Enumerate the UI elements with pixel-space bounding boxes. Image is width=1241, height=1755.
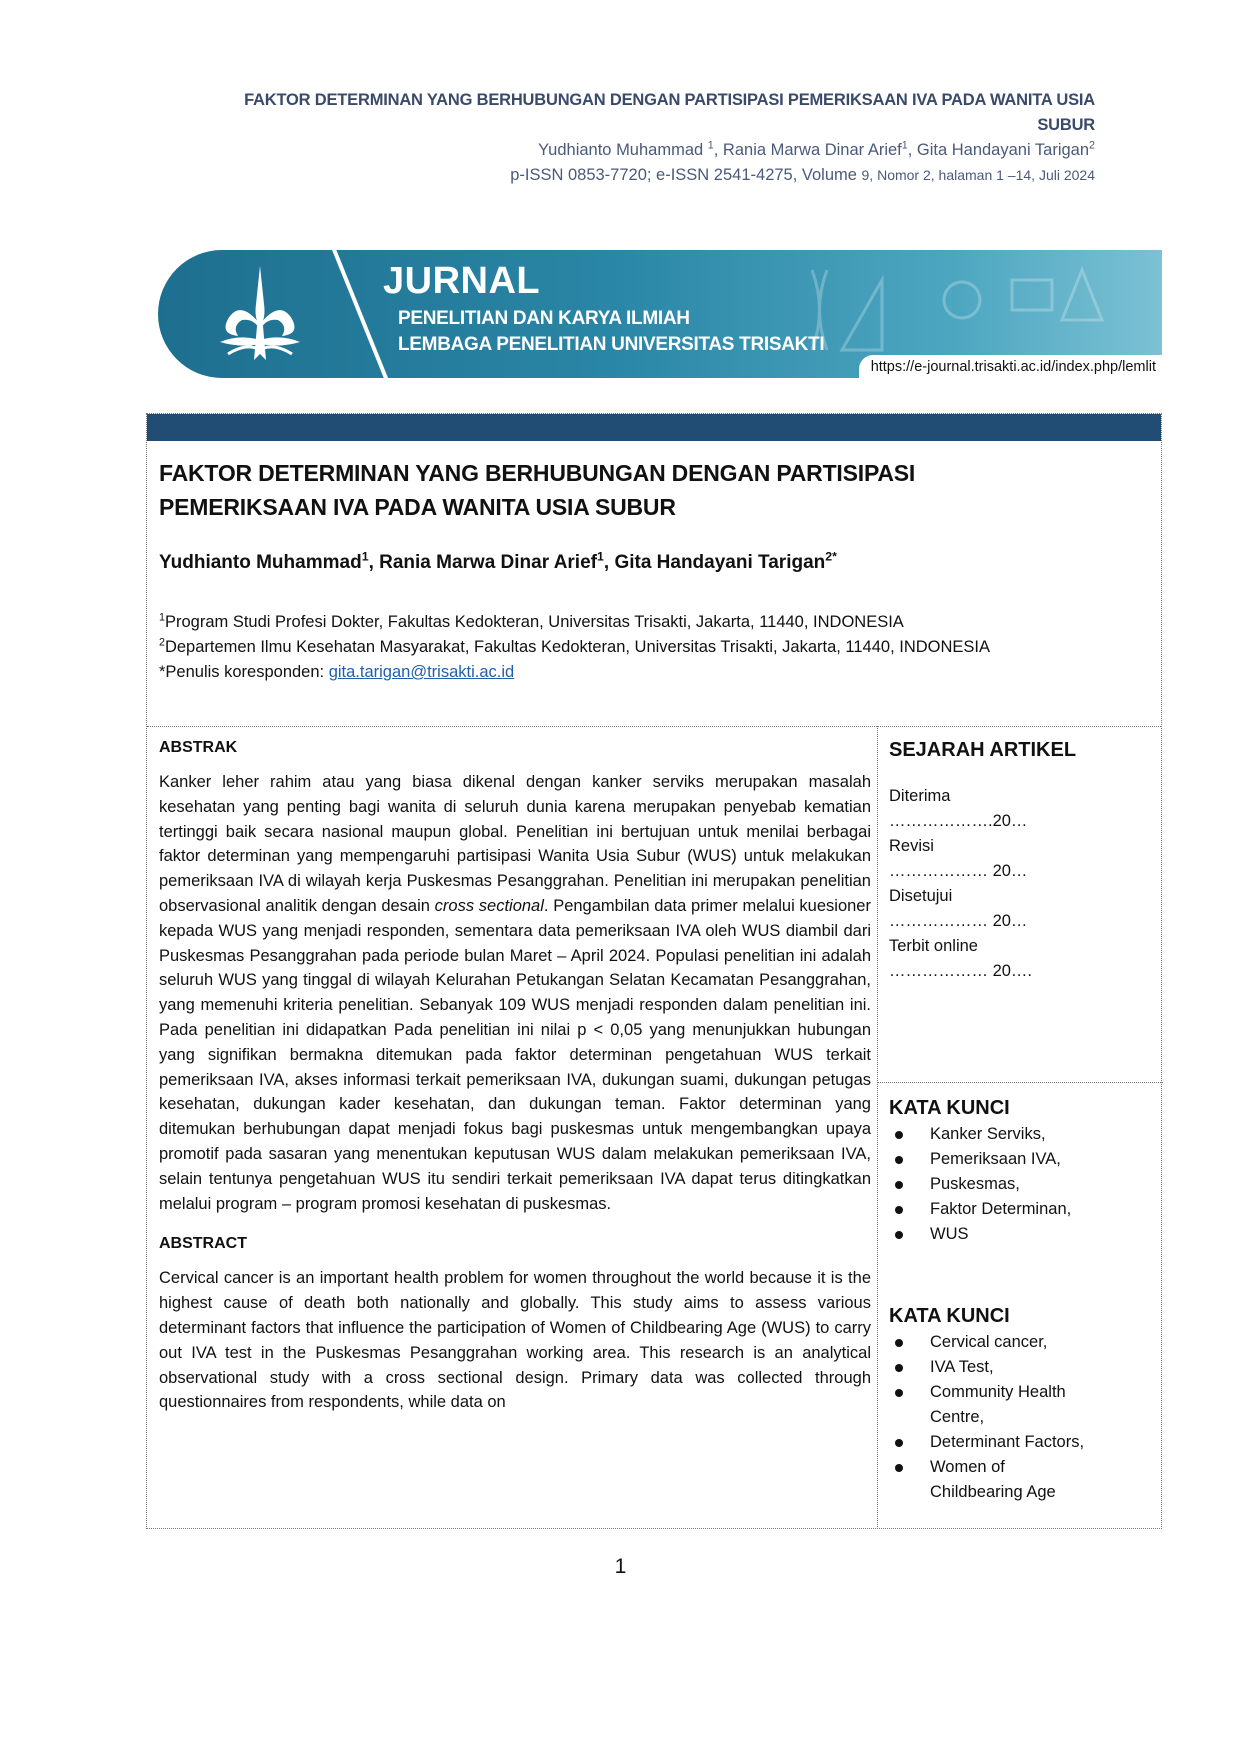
keyword-item (889, 1122, 1149, 1147)
author-name: Yudhianto Muhammad (159, 552, 362, 573)
abstrak-text (159, 770, 871, 1216)
rh-author: Gita Handayani Tarigan (916, 141, 1090, 159)
running-head-title-line1: FAKTOR DETERMINAN YANG BERHUBUNGAN DENGAN PARTISIPASI PEMERIKSAAN IVA PADA WANITA USIA (244, 91, 1095, 109)
keywords-en-heading: KATA KUNCI (889, 1305, 1010, 1327)
keyword-item (889, 1147, 1149, 1172)
keyword-item (889, 1197, 1149, 1222)
history-label-approved: Disetujui (889, 887, 953, 905)
keyword-text: Determinant Factors, (930, 1433, 1085, 1451)
keywords-id-heading: KATA KUNCI (889, 1097, 1010, 1119)
keywords-id (889, 1094, 1149, 1247)
abstrak-text-part1: Kanker leher rahim atau yang biasa dikenal dengan kanker serviks merupakan masalah kesehatan yang penting bagi wanita di seluruh dunia karena merupakan penyebab kematian tertinggi baik secara nasional maupun global. Penelitian ini bertujuan untuk menilai berbagai faktor determinan yang mempengaruhi partisipasi Wanita Usia Subur (WUS) untuk melakukan pemeriksaan IVA di wilayah kerja Puskesmas Pesanggrahan. Penelitian ini merupakan penelitian observasional analitik dengan desain (159, 773, 871, 915)
banner-subtitle-2: LEMBAGA PENELITIAN UNIVERSITAS TRISAKTI (398, 334, 825, 355)
keyword-text: Women of Childbearing Age (930, 1458, 1056, 1501)
keyword-text: IVA Test, (930, 1358, 994, 1376)
column-divider (877, 726, 878, 1529)
author-sup: 2* (825, 549, 837, 564)
rh-author-sup: 1 (707, 139, 714, 152)
spacer (159, 1216, 871, 1232)
corresponding-email-link[interactable]: gita.tarigan@trisakti.ac.id (328, 663, 515, 681)
affiliation-2 (159, 635, 990, 660)
bullet-icon (895, 1131, 903, 1139)
running-head-authors (135, 138, 1095, 163)
author-sep: , (603, 552, 615, 573)
history-label-received: Diterima (889, 787, 951, 805)
abstract-column (159, 736, 871, 1415)
article-frame (146, 413, 1162, 1529)
keyword-text: Faktor Determinan, (930, 1200, 1072, 1218)
article-history-heading: SEJARAH ARTIKEL (889, 739, 1077, 761)
abstrak-text-part2: . Pengambilan data primer melalui kuesioner kepada WUS yang menjadi responden, sementara data pemeriksaan IVA oleh WUS diambil dari Puskesmas Pesanggrahan pada periode bulan Maret – April 2024. Populasi penelitian ini adalah seluruh WUS yang tinggal di wilayah Kelurahan Petukangan Selatan Kecamatan Pesanggrahan, yang memenuhi kriteria penelitian. Sebanyak 109 WUS menjadi responden dalam penelitian ini. Pada penelitian ini didapatkan Pada penelitian ini nilai p < 0,05 yang menunjukkan hubungan yang signifikan bermakna ditemukan pada faktor determinan pengetahuan WUS terkait pemeriksaan IVA, akses informasi terkait pemeriksaan IVA, dukungan suami, dukungan petugas kesehatan, dukungan kader kesehatan, dan dukungan teman. Faktor determinan yang ditemukan berhubungan dapat menjadi fokus bagi puskesmas untuk mengembangkan upaya promotif pada sasaran yang menentukan keputusan WUS dalam melakukan pemeriksaan IVA, selain tentunya pengetahuan WUS itu sendiri terkait pemeriksaan IVA dapat terus ditingkatkan melalui program – program promosi kesehatan di puskesmas. (159, 896, 871, 1213)
affil-text: Program Studi Profesi Dokter, Fakultas Kedokteran, Universitas Trisakti, Jakarta, 11440, INDONESIA (164, 613, 904, 631)
history-value-online: ……………… 20…. (889, 962, 1033, 980)
author-sup: 1 (597, 549, 604, 564)
bullet-icon (895, 1339, 903, 1347)
history-value-approved: ……………… 20… (889, 912, 1028, 930)
keywords-id-list (889, 1122, 1149, 1247)
affil-text: Departemen Ilmu Kesehatan Masyarakat, Fakultas Kedokteran, Universitas Trisakti, Jakarta, 11440, INDONESIA (164, 638, 991, 656)
bullet-icon (895, 1464, 903, 1472)
rh-author: Yudhianto Muhammad (538, 141, 708, 159)
running-head-issn (135, 163, 1095, 188)
keyword-text: Kanker Serviks, (930, 1125, 1046, 1143)
history-label-revised: Revisi (889, 837, 934, 855)
corresponding-label: *Penulis koresponden: (159, 663, 329, 681)
bullet-icon (895, 1389, 903, 1397)
abstract-heading: ABSTRACT (159, 1235, 247, 1253)
keyword-text: Community Health Centre, (930, 1383, 1066, 1426)
author-sup: 1 (361, 549, 369, 564)
rh-author-sep: , (907, 141, 917, 159)
author-sep: , (368, 552, 380, 573)
keyword-item (889, 1380, 1099, 1430)
article-title (159, 456, 915, 524)
section-divider (147, 726, 1161, 727)
author-name: Gita Handayani Tarigan (614, 552, 826, 573)
keyword-text: Pemeriksaan IVA, (930, 1150, 1061, 1168)
rh-author-sep: , (713, 141, 723, 159)
running-head (135, 88, 1095, 188)
keyword-item (889, 1355, 1099, 1380)
abstrak-heading: ABSTRAK (159, 739, 238, 756)
bullet-icon (895, 1206, 903, 1214)
corresponding-author (159, 660, 990, 685)
affil-sup: 2 (159, 636, 165, 649)
affil-sup: 1 (159, 611, 165, 624)
bullet-icon (895, 1156, 903, 1164)
sidebar-divider (877, 1082, 1163, 1083)
keywords-en (889, 1302, 1149, 1505)
keyword-item (889, 1222, 1149, 1247)
bullet-icon (895, 1364, 903, 1372)
abstrak-italic: cross sectional (434, 896, 544, 915)
rh-author: Rania Marwa Dinar Arief (722, 141, 902, 159)
issn-volume-pages: 9, Nomor 2, halaman 1 –14, Juli 2024 (861, 167, 1095, 183)
rh-author-sup: 2 (1089, 139, 1095, 152)
banner-title: JURNAL (383, 260, 541, 302)
banner-subtitle-1: PENELITIAN DAN KARYA ILMIAH (398, 308, 690, 329)
keyword-text: Cervical cancer, (930, 1333, 1048, 1351)
abstract-text: Cervical cancer is an important health problem for women throughout the world because it is the highest cause of death both nationally and globally. This study aims to assess various determinant factors that influence the participation of Women of Childbearing Age (WUS) to carry out IVA test in the Puskesmas Pesanggrahan working area. This research is an analytical observational study with a cross sectional design. Primary data was collected through questionnaires from respondents, while data on (159, 1269, 871, 1412)
running-head-title (135, 88, 1095, 138)
history-value-revised: ……………… 20… (889, 862, 1028, 880)
issn-text: p-ISSN 0853-7720; e-ISSN 2541-4275, Volume (510, 166, 862, 184)
author-name: Rania Marwa Dinar Arief (379, 552, 597, 573)
journal-url[interactable]: https://e-journal.trisakti.ac.id/index.php/lemlit (859, 355, 1162, 378)
keyword-item (889, 1330, 1099, 1355)
page-number: 1 (614, 1555, 627, 1578)
keyword-item (889, 1172, 1149, 1197)
trisakti-logo-icon (210, 264, 310, 364)
science-icons-decoration (802, 260, 1122, 370)
bullet-icon (895, 1181, 903, 1189)
keyword-text: Puskesmas, (930, 1175, 1020, 1193)
bullet-icon (895, 1231, 903, 1239)
bullet-icon (895, 1439, 903, 1447)
article-authors (159, 549, 837, 574)
article-history (889, 736, 1149, 984)
spacer (889, 764, 1149, 784)
running-head-title-line2: SUBUR (1037, 116, 1095, 134)
article-title-line1: FAKTOR DETERMINAN YANG BERHUBUNGAN DENGAN PARTISIPASI (159, 460, 916, 486)
rh-author-sup: 1 (901, 139, 908, 152)
keywords-en-list (889, 1330, 1099, 1505)
keyword-item (889, 1455, 1099, 1505)
history-value-received: ……………….20… (889, 812, 1028, 830)
keyword-item (889, 1430, 1099, 1455)
article-title-line2: PEMERIKSAAN IVA PADA WANITA USIA SUBUR (159, 494, 676, 520)
keyword-text: WUS (930, 1225, 969, 1243)
header-bar (147, 414, 1161, 441)
affiliation-1 (159, 610, 990, 635)
affiliations (159, 610, 990, 685)
history-label-online: Terbit online (889, 937, 978, 955)
journal-banner (158, 250, 1162, 378)
